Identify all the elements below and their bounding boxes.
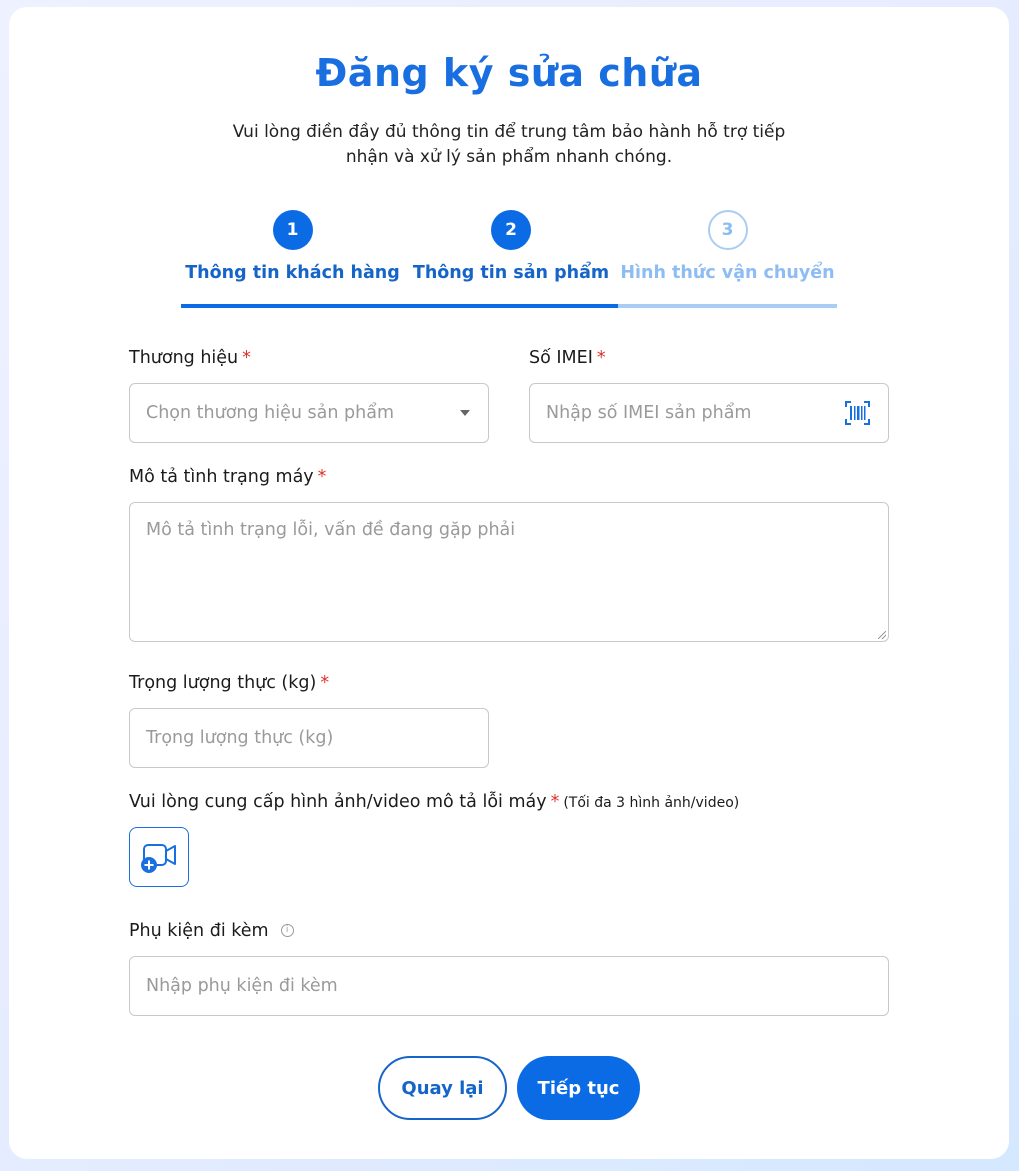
brand-label (129, 348, 251, 368)
add-video-icon (140, 840, 178, 874)
condition-textarea-placeholder: Mô tả tình trạng lỗi, vấn đề đang gặp phải (146, 520, 516, 540)
media-label (129, 792, 739, 812)
step-customer-info[interactable] (181, 208, 404, 308)
brand-select-placeholder: Chọn thương hiệu sản phẩm (146, 403, 395, 423)
imei-input[interactable] (529, 383, 889, 443)
imei-label (529, 348, 606, 368)
weight-input[interactable] (129, 708, 489, 768)
accessories-input[interactable] (129, 956, 889, 1016)
weight-input-placeholder: Trọng lượng thực (kg) (146, 728, 334, 748)
barcode-scan-icon[interactable] (845, 401, 870, 425)
progress-stepper (181, 208, 837, 308)
chevron-down-icon (460, 410, 470, 416)
condition-textarea[interactable] (129, 502, 889, 642)
media-label-text: Vui lòng cung cấp hình ảnh/video mô tả lỗi máy (129, 792, 547, 812)
media-limit-hint: (Tối đa 3 hình ảnh/video) (563, 795, 740, 811)
required-marker: * (596, 348, 606, 368)
subtitle-line-2: nhận và xử lý sản phẩm nhanh chóng. (345, 147, 673, 167)
condition-label (129, 467, 326, 487)
accessories-input-placeholder: Nhập phụ kiện đi kèm (146, 976, 338, 996)
registration-card (9, 7, 1009, 1159)
step-1-progress-bar (181, 304, 404, 308)
step-2-label: Thông tin sản phẩm (412, 263, 610, 283)
required-marker: * (550, 792, 560, 812)
step-3-progress-bar (618, 304, 837, 308)
step-3-label: Hình thức vận chuyển (620, 263, 835, 283)
upload-media-button[interactable] (129, 827, 189, 887)
step-3-circle: 3 (708, 210, 748, 250)
brand-label-text: Thương hiệu (129, 348, 239, 368)
weight-label-text: Trọng lượng thực (kg) (129, 673, 317, 693)
continue-button[interactable]: Tiếp tục (517, 1056, 640, 1120)
imei-label-text: Số IMEI (529, 348, 593, 368)
accessories-label (129, 921, 294, 941)
info-icon[interactable]: i (281, 924, 294, 937)
required-marker: * (317, 467, 327, 487)
required-marker: * (242, 348, 251, 368)
imei-input-placeholder: Nhập số IMEI sản phẩm (546, 403, 752, 423)
step-product-info[interactable] (404, 208, 618, 308)
step-1-circle: 1 (273, 210, 313, 250)
accessories-label-text: Phụ kiện đi kèm (129, 921, 269, 941)
step-2-circle: 2 (491, 210, 531, 250)
subtitle-line-1: Vui lòng điền đầy đủ thông tin để trung tâm bảo hành hỗ trợ tiếp (232, 122, 786, 142)
back-button[interactable]: Quay lại (378, 1056, 507, 1120)
page-title: Đăng ký sửa chữa (315, 51, 703, 95)
condition-label-text: Mô tả tình trạng máy (129, 467, 314, 487)
resize-handle-icon[interactable] (878, 631, 886, 639)
required-marker: * (320, 673, 330, 693)
page-subtitle (209, 120, 809, 170)
weight-label (129, 673, 329, 693)
step-2-progress-bar (404, 304, 618, 308)
step-1-label: Thông tin khách hàng (185, 263, 400, 283)
step-shipping-method[interactable] (618, 208, 837, 308)
brand-select[interactable] (129, 383, 489, 443)
